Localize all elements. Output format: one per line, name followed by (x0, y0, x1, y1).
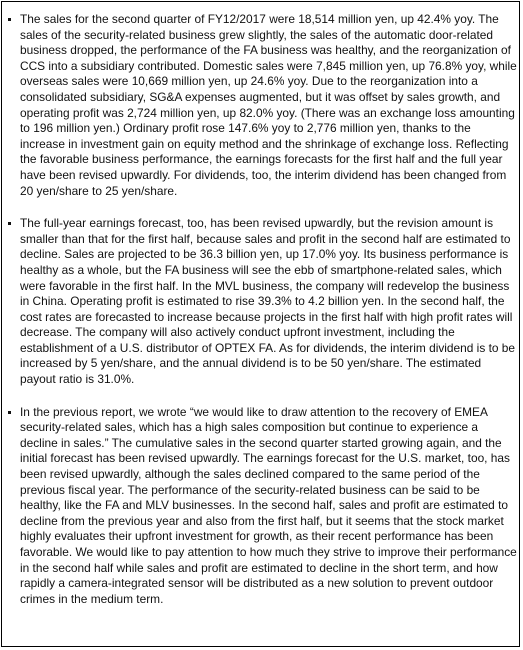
bullet-paragraph-full-year-forecast (6, 216, 518, 388)
paragraph-text: The sales for the second quarter of FY12/2017 were 18,514 million yen, up 42.4% yoy. The sales of the security-related business grew slightly, the sales of the automatic door-related business dropped, the performance of the FA business was healthy, and the reorganization of CCS into a subsidiary contributed. Domestic sales were 7,845 million yen, up 76.8% yoy, while overseas sales were 10,669 million yen, up 24.6% yoy. Due to the reorganization into a consolidated subsidiary, SG&A expenses augmented, but it was offset by sales growth, and operating profit was 2,724 million yen, up 82.0% yoy. (There was an exchange loss amounting to 196 million yen.) Ordinary profit rose 147.6% yoy to 2,776 million yen, thanks to the increase in investment gain on equity method and the shrinkage of exchange loss. Reflecting the favorable business performance, the earnings forecasts for the first half and the full year have been revised upwardly. For dividends, too, the interim dividend has been changed from 20 yen/share to 25 yen/share. (20, 12, 517, 198)
bullet-paragraph-q2-results (6, 12, 518, 199)
document-frame (1, 1, 520, 647)
bullet-paragraph-previous-report (6, 405, 518, 608)
bullet-marker (8, 222, 11, 225)
bullet-marker (8, 18, 11, 21)
document-body (6, 12, 518, 624)
paragraph-text: The full-year earnings forecast, too, has been revised upwardly, but the revision amount is smaller than that for the first half, because sales and profit in the second half are estimated to decline. Sales are projected to be 36.3 billion yen, up 17.0% yoy. Its business performance is healthy as a whole, but the FA business will see the ebb of smartphone-related sales, which were favorable in the first half. In the MVL business, the company will redevelop the business in China. Operating profit is estimated to rise 39.3% to 4.2 billion yen. In the second half, the cost rates are forecasted to increase because projects in the first half with high profit rates will decrease. The company will also actively conduct upfront investment, including the establishment of a U.S. distributor of OPTEX FA. As for dividends, the interim dividend is to be increased by 5 yen/share, and the annual dividend is to be 50 yen/share. The estimated payout ratio is 31.0%. (20, 216, 516, 387)
bullet-marker (8, 411, 11, 414)
paragraph-text: In the previous report, we wrote “we would like to draw attention to the recovery of EMEA security-related sales, which has a high sales composition but continue to experience a decline in sales.” The cumulative sales in the second quarter started growing again, and the initial forecast has been revised upwardly. The earnings forecast for the U.S. market, too, has been revised upwardly, although the sales declined compared to the same period of the previous fiscal year. The performance of the security-related business can be said to be healthy, like the FA and MLV businesses. In the second half, sales and profit are estimated to decline from the previous year and also from the first half, but it seems that the stock market highly evaluates their upfront investment for growth, as their recent performance has been favorable. We would like to pay attention to how much they strive to improve their performance in the second half while sales and profit are estimated to decline in the short term, and how rapidly a camera-integrated sensor will be distributed as a new solution to prevent outdoor crimes in the medium term. (20, 404, 517, 606)
